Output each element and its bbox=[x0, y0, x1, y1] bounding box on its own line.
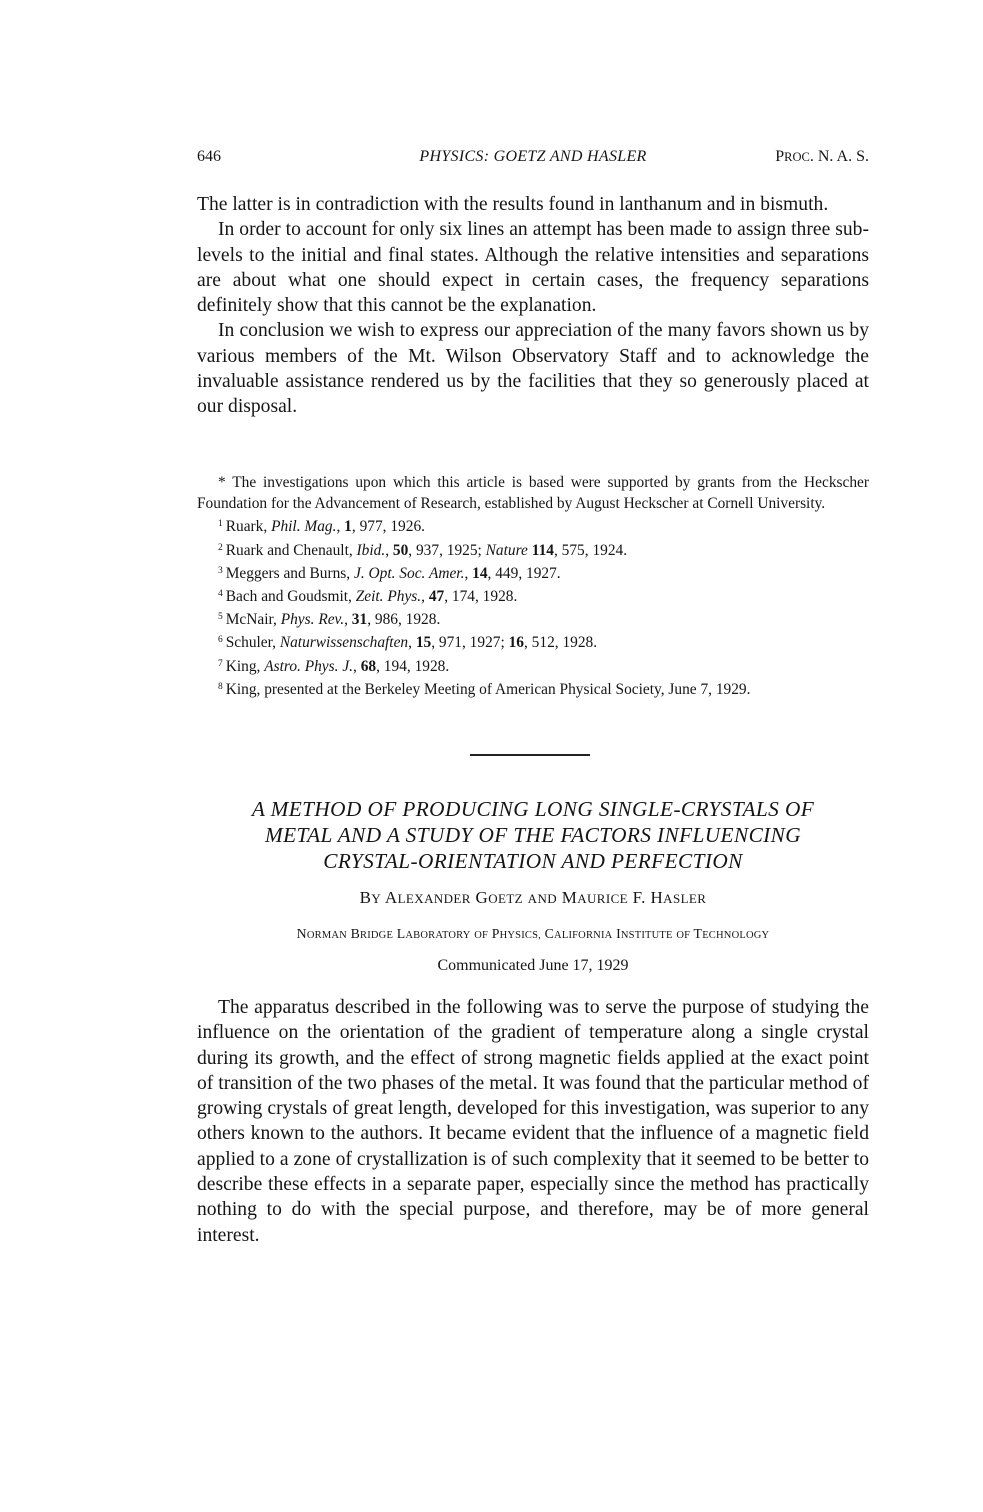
footnote-4-volume: 47 bbox=[428, 588, 445, 606]
journal-abbrev bbox=[775, 148, 869, 166]
aff-aboratory: ABORATORY bbox=[405, 930, 471, 941]
aff-c: C bbox=[544, 926, 555, 941]
footnote-2-volume: 50 bbox=[392, 541, 409, 559]
author-1-first-name: LEXANDER bbox=[397, 891, 471, 906]
footnote-1-journal: Phil. Mag. bbox=[271, 518, 337, 536]
footnote-2-volume-2: 114 bbox=[531, 541, 554, 559]
footnote-6-number: 6 bbox=[218, 635, 223, 646]
footnote-8-text: King, presented at the Berkeley Meeting of American Physical Society, June 7, 1929. bbox=[225, 680, 751, 698]
footnote-7-author: King, bbox=[225, 657, 265, 675]
aff-of-2: OF bbox=[676, 930, 691, 941]
aff-n: N bbox=[296, 926, 307, 941]
footnote-6-volume: 15 bbox=[415, 634, 432, 652]
journal-abbrev-initial: P bbox=[775, 148, 785, 165]
footnote-5 bbox=[197, 607, 869, 630]
continuation-paragraph-2: In order to account for only six lines an attempt has been made to assign three sub-levels to the initial and final states. Although the relative intensities and separations are about what one should expect in certain cases, the frequency separations definitely show that this cannot be the explanation. bbox=[197, 219, 869, 317]
author-2-initial: M bbox=[561, 888, 578, 907]
footnote-6-author: Schuler, bbox=[225, 634, 280, 652]
continuation-paragraph-1: The latter is in contradiction with the results found in lanthanum and in bismuth. bbox=[197, 194, 829, 215]
author-2-middle-initial: F. bbox=[632, 888, 646, 907]
footnote-4 bbox=[197, 584, 869, 607]
footnote-7-number: 7 bbox=[218, 658, 223, 669]
footnote-3-rest: , 449, 1927. bbox=[487, 564, 561, 582]
footnote-5-author: McNair, bbox=[225, 611, 281, 629]
footnote-8-number: 8 bbox=[218, 681, 223, 692]
article-title-line-3: CRYSTAL-ORIENTATION AND PERFECTION bbox=[323, 849, 743, 873]
footnote-2-author: Ruark and Chenault, bbox=[225, 541, 357, 559]
footnote-3 bbox=[197, 561, 869, 584]
footnote-5-rest: , 986, 1928. bbox=[367, 611, 441, 629]
footnotes bbox=[197, 472, 869, 700]
journal-abbrev-rest: . N. A. S. bbox=[809, 148, 869, 165]
footnote-4-rest: , 174, 1928. bbox=[444, 588, 518, 606]
article-body-paragraph: The apparatus described in the following was to serve the purpose of studying the influence on the orientation of the gradient of temperature along a single crystal during its growth, and the effect of strong magnetic fields applied at the exact point of transition of the two phases of the metal. It was found that the particular method of growing crystals of great length, developed for this investigation, was superior to any others known to the authors. It became evident that the influence of a magnetic field applied to a zone of crystallization is of such complexity that it seemed to be better to describe these effects in a separate paper, especially since the method has practically nothing to do with the special purpose, and therefore, may be of more general interest. bbox=[197, 997, 869, 1246]
footnote-2-number: 2 bbox=[218, 542, 223, 553]
aff-p: P bbox=[491, 926, 500, 941]
section-divider bbox=[470, 754, 590, 756]
journal-abbrev-smallcaps: ROC bbox=[784, 150, 810, 164]
footnote-7-sep: , bbox=[353, 657, 361, 675]
aff-t: T bbox=[693, 926, 703, 941]
footnote-6-journal: Naturwissenschaften bbox=[279, 634, 409, 652]
footnote-3-volume: 14 bbox=[472, 564, 488, 582]
continuation-text bbox=[197, 192, 869, 420]
footnote-3-number: 3 bbox=[218, 565, 223, 576]
footnote-5-number: 5 bbox=[218, 612, 223, 623]
footnote-5-journal: Phys. Rev. bbox=[280, 611, 345, 629]
footnote-2-rest-2: , 575, 1924. bbox=[553, 541, 628, 559]
continuation-paragraph-3: In conclusion we wish to express our appreciation of the many favors shown us by various members of the Mt. Wilson Observatory Staff and to acknowledge the invaluable assistance rendered us by the facilities that they so generously placed at our disposal. bbox=[197, 320, 869, 418]
affiliation bbox=[197, 926, 869, 942]
footnote-3-author: Meggers and Burns, bbox=[225, 564, 354, 582]
byline-y: Y bbox=[371, 891, 382, 906]
article-title bbox=[197, 796, 869, 874]
footnote-2-rest: , 937, 1925; bbox=[408, 541, 486, 559]
author-1-surname-initial: G bbox=[475, 888, 489, 907]
footnote-4-sep: , bbox=[421, 588, 429, 606]
article-title-line-1: A METHOD OF PRODUCING LONG SINGLE-CRYSTALS OF bbox=[251, 797, 815, 821]
aff-b: B bbox=[350, 926, 360, 941]
aff-l: L bbox=[396, 926, 406, 941]
footnote-1-volume: 1 bbox=[344, 518, 352, 536]
footnote-1-sep: , bbox=[336, 518, 345, 536]
author-2-surname: ASLER bbox=[663, 891, 707, 906]
byline bbox=[197, 888, 869, 908]
author-2-surname-initial: H bbox=[650, 888, 664, 907]
footnote-1-number: 1 bbox=[218, 519, 223, 530]
article-title-line-2: METAL AND A STUDY OF THE FACTORS INFLUENCING bbox=[264, 823, 802, 847]
footnote-4-number: 4 bbox=[218, 589, 223, 600]
article-body bbox=[197, 995, 869, 1248]
footnote-6-rest: , 971, 1927; bbox=[431, 634, 509, 652]
aff-hysics: HYSICS, bbox=[499, 930, 541, 941]
footnote-1-rest: , 977, 1926. bbox=[351, 518, 425, 536]
footnote-2 bbox=[197, 538, 869, 561]
aff-i: I bbox=[616, 926, 621, 941]
aff-echnology: ECHNOLOGY bbox=[702, 930, 770, 941]
aff-alifornia: ALIFORNIA bbox=[554, 930, 613, 941]
footnote-1 bbox=[197, 514, 869, 537]
footnote-7 bbox=[197, 654, 869, 677]
footnote-7-rest: , 194, 1928. bbox=[376, 657, 450, 675]
footnote-3-journal: J. Opt. Soc. Amer. bbox=[354, 564, 465, 582]
footnote-2-journal-2: Nature bbox=[485, 541, 528, 559]
author-1-surname: OETZ bbox=[488, 891, 523, 906]
running-head bbox=[197, 148, 869, 170]
footnote-7-journal: Astro. Phys. J. bbox=[264, 657, 354, 675]
footnote-6-sep: , bbox=[408, 634, 416, 652]
footnote-3-sep: , bbox=[464, 564, 473, 582]
footnote-5-sep: , bbox=[344, 611, 352, 629]
footnote-6-rest-2: , 512, 1928. bbox=[523, 634, 598, 652]
aff-orman: ORMAN bbox=[306, 930, 347, 941]
footnote-1-author: Ruark, bbox=[225, 518, 272, 536]
aff-ridge: RIDGE bbox=[359, 930, 394, 941]
author-1-initial: A bbox=[384, 888, 398, 907]
aff-nstitute: NSTITUTE bbox=[620, 930, 673, 941]
footnote-6-volume-2: 16 bbox=[508, 634, 524, 652]
footnote-5-volume: 31 bbox=[351, 611, 368, 629]
aff-of-1: OF bbox=[474, 930, 489, 941]
footnote-4-author: Bach and Goudsmit, bbox=[225, 588, 356, 606]
footnote-8 bbox=[197, 677, 869, 700]
byline-and: AND bbox=[527, 891, 558, 906]
page-number: 646 bbox=[197, 148, 221, 165]
footnote-4-journal: Zeit. Phys. bbox=[355, 588, 422, 606]
footnote-7-volume: 68 bbox=[360, 657, 377, 675]
byline-b: B bbox=[359, 888, 372, 907]
footnote-star: * The investigations upon which this article is based were supported by grants from the Heckscher Foundation for the Advancement of Research, established by August Heckscher at Cornell University. bbox=[197, 474, 869, 513]
footnote-2-journal: Ibid. bbox=[356, 541, 386, 559]
footnote-2-sep: , bbox=[385, 541, 393, 559]
footnote-6 bbox=[197, 630, 869, 653]
communicated-date: Communicated June 17, 1929 bbox=[437, 957, 629, 974]
author-2-first-name: AURICE bbox=[577, 891, 629, 906]
running-title: PHYSICS: GOETZ AND HASLER bbox=[419, 148, 647, 165]
